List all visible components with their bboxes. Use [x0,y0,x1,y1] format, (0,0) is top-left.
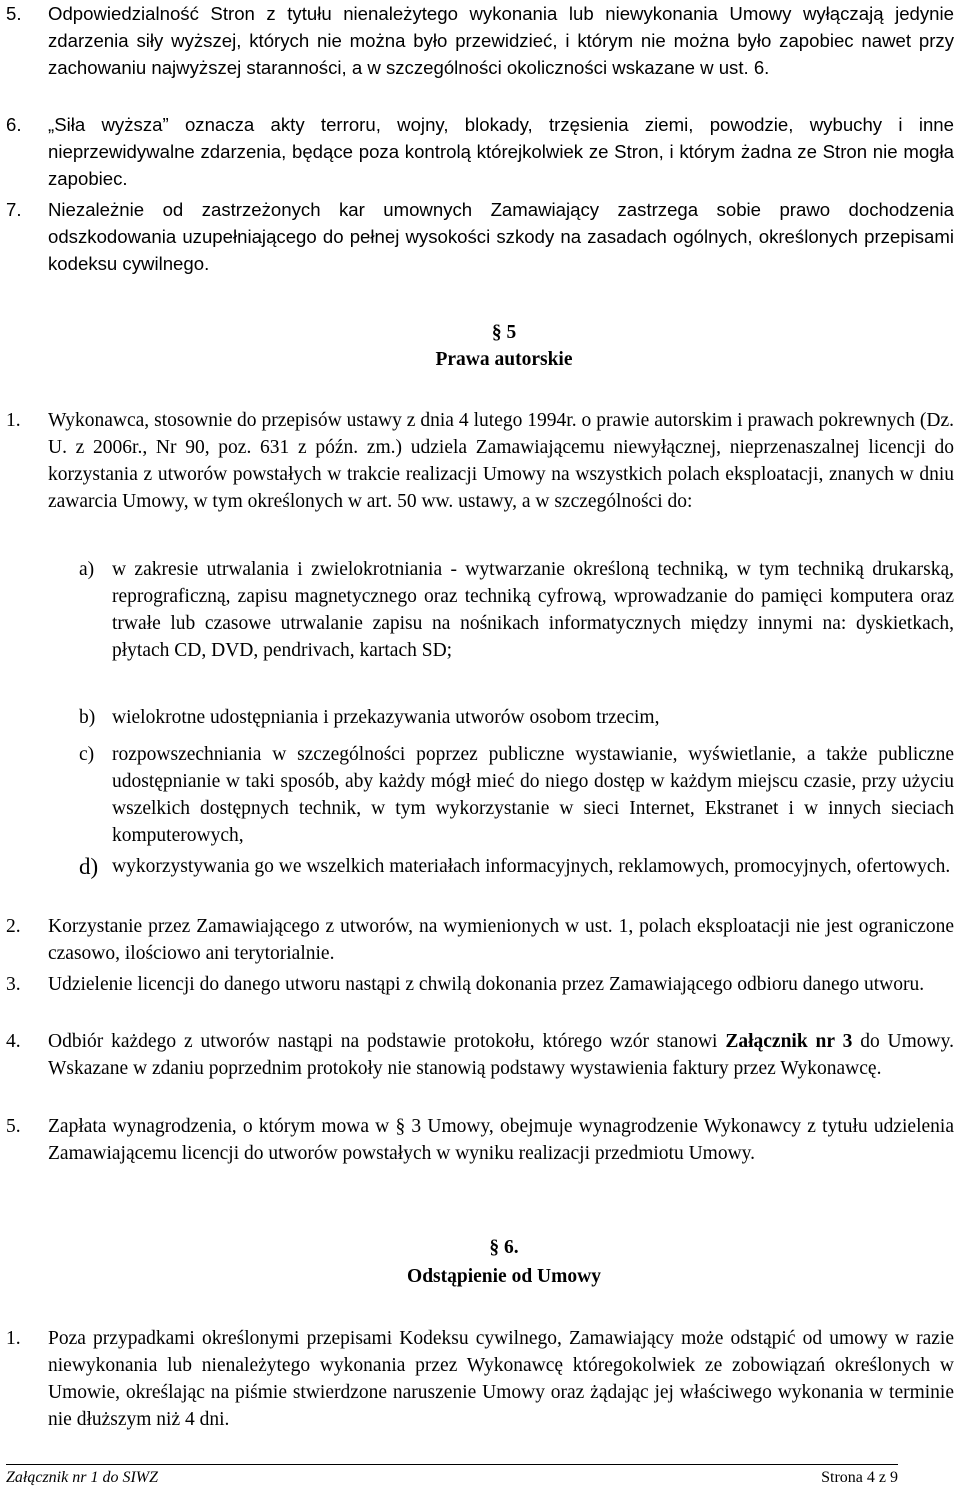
paragraph-text-start: Odbiór każdego z utworów nastąpi na podstawie protokołu, którego wzór stanowi [48,1031,726,1052]
paragraph-text: Korzystanie przez Zamawiającego z utworów, na wymienionych w ust. 1, polach eksploatacji nie jest ograniczone czasowo, ilościowo ani terytorialnie. [48,916,954,964]
footer-page-number: Strona 4 z 9 [821,1469,898,1486]
section-6-item-1 [0,1325,954,1433]
footer-document-label: Załącznik nr 1 do SIWZ [6,1469,158,1486]
paragraph-top-6 [0,111,954,192]
paragraph-text: Zapłata wynagrodzenia, o którym mowa w § 3 Umowy, obejmuje wynagrodzenie Wykonawcy z tytułu udzielenia Zamawiającemu licencji do utworów powstałych w wyniku realizacji przedmiotu Umowy. [48,1116,954,1164]
subitem-label: c) [79,744,95,765]
paragraph-number: 4. [6,1031,21,1052]
section-5-item-4 [0,1028,954,1082]
paragraph-number: 1. [6,410,21,431]
page-footer [6,1464,898,1486]
section-5-item-2 [0,913,954,967]
section-5-item-5 [0,1113,954,1167]
paragraph-text: „Siła wyższa” oznacza akty terroru, wojny, blokady, trzęsienia ziemi, powodzie, wybuchy i inne nieprzewidywalne zdarzenia, będące poza kontrolą którejkolwiek ze Stron, i którym żadna ze Stron nie mogła zapobiec. [48,114,954,189]
section-5-subitem-d [0,853,954,880]
subitem-label: b) [79,707,96,728]
paragraph-number: 6. [6,114,22,135]
subitem-text: wykorzystywania go we wszelkich materiałach informacyjnych, reklamowych, promocyjnych, ofertowych. [112,856,951,877]
subitem-text: w zakresie utrwalania i zwielokrotniania - wytwarzanie określoną techniką, w tym techniką drukarską, reprograficzną, zapisu magnetycznego oraz techniką cyfrową, wprowadzanie do pamięci komputera oraz trwałe lub czasowe utrwalanie zapisu na nośnikach informatycznych między innymi na: dyskietkach, płytach CD, DVD, pendrivach, kartach SD; [112,559,954,661]
paragraph-text: Poza przypadkami określonymi przepisami Kodeksu cywilnego, Zamawiający może odstąpić od umowy w razie niewykonania lub nienależytego wykonania przez Wykonawcę któregokolwiek ze zobowiązań określonych w Umowie, określając na piśmie stwierdzone naruszenie Umowy oraz żądając jej właściwego wykonania w terminie nie dłuższym niż 4 dni. [48,1328,954,1430]
section-5-subitem-a [0,556,954,664]
paragraph-text: Niezależnie od zastrzeżonych kar umownych Zamawiający zastrzega sobie prawo dochodzenia odszkodowania uzupełniającego do pełnej wysokości szkody na zasadach ogólnych, określonych przepisami kodeksu cywilnego. [48,199,954,274]
paragraph-number: 5. [6,3,22,24]
paragraph-number: 5. [6,1116,21,1137]
subitem-text: wielokrotne udostępniania i przekazywania utworów osobom trzecim, [112,707,660,728]
section-5-title: Prawa autorskie [435,349,573,370]
section-6-title: Odstąpienie od Umowy [407,1266,601,1287]
subitem-text: rozpowszechniania w szczególności poprzez publiczne wystawianie, wyświetlanie, a także publiczne udostępnianie w taki sposób, aby każdy mógł mieć do niego dostęp w każdym miejscu czasie, przy użyciu wszelkich dostępnych technik, w tym wykorzystanie w sieci Internet, Ekstranet i w innych sieciach komputerowych, [112,744,954,846]
section-5-item-1 [0,407,954,515]
paragraph-top-7 [0,196,954,277]
paragraph-number: 7. [6,199,22,220]
section-5-number: § 5 [491,322,517,343]
paragraph-text-end: do Umowy. Wskazane w zdaniu poprzednim protokoły nie stanowią podstawy wystawienia faktury przez Wykonawcę. [48,1031,955,1079]
paragraph-number: 3. [6,974,21,995]
paragraph-text: Udzielenie licencji do danego utworu nastąpi z chwilą dokonania przez Zamawiającego odbioru danego utworu. [48,974,925,995]
paragraph-number: 2. [6,916,21,937]
subitem-label: d) [79,854,99,879]
paragraph-text: Odpowiedzialność Stron z tytułu nienależytego wykonania lub niewykonania Umowy wyłączają jedynie zdarzenia siły wyższej, których nie można było przewidzieć, i którym nie można było zapobiec nawet przy zachowaniu najwyższej staranności, a w szczególności okoliczności wskazane w ust. 6. [48,3,954,78]
section-6-number: § 6. [489,1237,519,1258]
subitem-label: a) [79,559,95,580]
attachment-reference: Załącznik nr 3 [725,1031,853,1052]
paragraph-top-5 [0,0,954,81]
paragraph-text: Wykonawca, stosownie do przepisów ustawy z dnia 4 lutego 1994r. o prawie autorskim i prawach pokrewnych (Dz. U. z 2006r., Nr 90, poz. 631 z późn. zm.) udziela Zamawiającemu niewyłącznej, nieprzenaszalnej licencji do korzystania z utworów powstałych w trakcie realizacji Umowy na wszystkich polach eksploatacji, znanych w dniu zawarcia Umowy, w tym określonych w art. 50 ww. ustawy, a w szczególności do: [48,410,954,512]
paragraph-number: 1. [6,1328,21,1349]
section-5-subitem-c [0,741,954,849]
section-5-item-3 [0,971,954,998]
section-5-subitem-b [0,704,954,731]
